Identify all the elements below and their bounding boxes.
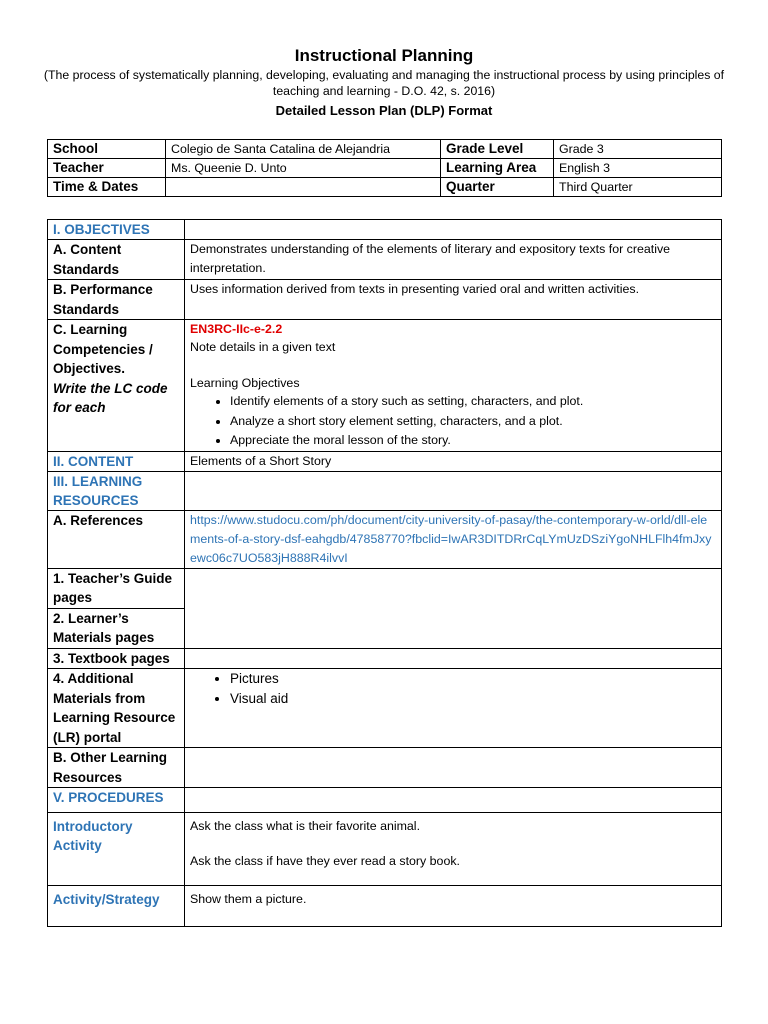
additional-materials-label: 4. Additional Materials from Learning Resource (LR) portal [48,669,185,748]
list-item: • Pictures [230,669,716,689]
content-row [48,451,722,471]
list-item: • Visual aid [230,689,716,709]
learning-area-value: English 3 [554,159,722,178]
additional-materials-list [190,669,716,708]
time-dates-value [166,178,441,197]
info-row-time [48,178,722,197]
references-row [48,510,722,568]
school-label: School [48,140,166,159]
procedures-heading: V. PROCEDURES [48,788,185,813]
time-dates-label: Time & Dates [48,178,166,197]
list-item: • Identify elements of a story such as setting, characters, and plot. [230,392,716,412]
quarter-value: Third Quarter [554,178,722,197]
quarter-label: Quarter [441,178,554,197]
performance-standards-label: B. Performance Standards [48,280,185,320]
school-value: Colegio de Santa Catalina de Alejandria [166,140,441,159]
performance-standards-row [48,280,722,320]
learners-materials-label: 2. Learner’s Materials pages [48,608,185,648]
references-label: A. References [48,510,185,568]
competencies-label: C. Learning Competencies / Objectives. [53,322,153,376]
objectives-heading: I. OBJECTIVES [48,220,185,240]
learning-resources-row [48,471,722,510]
page-title: Instructional Planning [294,46,474,65]
teachers-guide-label: 1. Teacher’s Guide pages [48,568,185,608]
lesson-plan-table [47,219,722,927]
activity-value: Show them a picture. [185,886,722,927]
list-item: • Analyze a short story element setting, characters, and a plot. [230,412,716,432]
content-standards-row [48,240,722,280]
content-standards-label: A. Content Standards [48,240,185,280]
learning-area-label: Learning Area [441,159,554,178]
competencies-note: Write the LC code for each [53,380,168,415]
content-heading: II. CONTENT [48,451,185,471]
intro-line-2: Ask the class if have they ever read a story book. [190,854,460,868]
grade-level-label: Grade Level [441,140,554,159]
content-standards-value: Demonstrates understanding of the elements of literary and expository texts for creative interpretation. [185,240,722,280]
info-row-teacher [48,159,722,178]
lc-description: Note details in a given text [190,340,336,354]
teacher-label: Teacher [48,159,166,178]
competencies-row [48,320,722,452]
content-value: Elements of a Short Story [185,451,722,471]
learning-resources-heading: III. LEARNING RESOURCES [48,471,185,510]
performance-standards-value: Uses information derived from texts in presenting varied oral and written activities. [185,280,722,320]
additional-materials-row [48,669,722,748]
procedures-row [48,788,722,813]
introductory-row [48,813,722,886]
teachers-guide-row [48,568,722,608]
introductory-label: Introductory Activity [48,813,185,886]
teacher-value: Ms. Queenie D. Unto [166,159,441,178]
guide-materials-value [185,568,722,648]
lc-code: EN3RC-IIc-e-2.2 [190,322,283,336]
learning-objectives-list [190,392,716,451]
page-subtitle: (The process of systematically planning, developing, evaluating and managing the instructional process by using principles of teaching and learning - D.O. 42, s. 2016) [43,68,725,98]
format-title: Detailed Lesson Plan (DLP) Format [275,103,493,118]
textbook-row [48,648,722,669]
activity-row [48,886,722,927]
other-resources-row [48,748,722,788]
references-link[interactable]: https://www.studocu.com/ph/document/city-university-of-pasay/the-contemporary-w-orld/dll-elements-of-a-story-dsf-eahgdb/47858770?fbclid=IwAR3DITDRrCqLYmUzDSziYgoNHLFlh4fmJxyewc06c7UO583jH888R4ilvvI [185,510,722,568]
activity-label: Activity/Strategy [48,886,185,927]
info-table [47,139,722,197]
textbook-label: 3. Textbook pages [48,648,185,669]
intro-line-1: Ask the class what is their favorite animal. [190,819,421,833]
list-item: • Appreciate the moral lesson of the story. [230,431,716,451]
grade-level-value: Grade 3 [554,140,722,159]
info-row-school [48,140,722,159]
learning-objectives-heading: Learning Objectives [190,376,300,390]
other-resources-label: B. Other Learning Resources [48,748,185,788]
objectives-row [48,220,722,240]
